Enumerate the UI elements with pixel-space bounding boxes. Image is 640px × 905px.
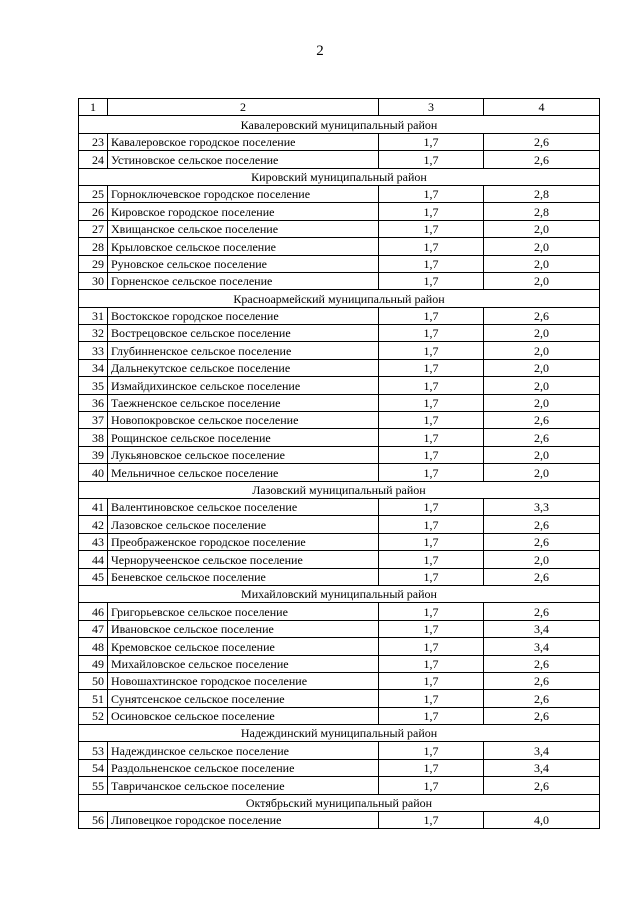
settlement-name-cell: Новопокровское сельское поселение: [108, 412, 379, 429]
district-header-row: [79, 116, 600, 133]
settlement-name-cell: Беневское сельское поселение: [108, 568, 379, 585]
coefficient-col3-cell: 1,7: [379, 446, 484, 463]
coefficient-col4-cell: 3,3: [484, 498, 600, 515]
table-row: [79, 394, 600, 411]
table-row: [79, 620, 600, 637]
coefficient-col4-cell: 2,6: [484, 133, 600, 150]
table-row: [79, 220, 600, 237]
coefficient-col3-cell: 1,7: [379, 690, 484, 707]
table-row: [79, 742, 600, 759]
row-number-cell: 44: [79, 551, 108, 568]
row-number-cell: 33: [79, 342, 108, 359]
district-name: Октябрьский муниципальный район: [79, 794, 600, 811]
settlement-name-cell: Осиновское сельское поселение: [108, 707, 379, 724]
settlement-name-cell: Крыловское сельское поселение: [108, 238, 379, 255]
coefficient-col3-cell: 1,7: [379, 777, 484, 794]
coefficient-col3-cell: 1,7: [379, 655, 484, 672]
coefficient-col3-cell: 1,7: [379, 325, 484, 342]
table-row: [79, 412, 600, 429]
coefficient-col4-cell: 2,6: [484, 707, 600, 724]
settlement-name-cell: Ивановское сельское поселение: [108, 620, 379, 637]
coefficient-col3-cell: 1,7: [379, 342, 484, 359]
table-row: [79, 672, 600, 689]
settlement-name-cell: Сунятсенское сельское поселение: [108, 690, 379, 707]
district-header-row: [79, 481, 600, 498]
row-number-cell: 51: [79, 690, 108, 707]
header-cell-1: 1: [79, 99, 108, 116]
settlement-name-cell: Кавалеровское городское поселение: [108, 133, 379, 150]
row-number-cell: 40: [79, 464, 108, 481]
table-row: [79, 812, 600, 829]
coefficient-col4-cell: 2,6: [484, 690, 600, 707]
row-number-cell: 31: [79, 307, 108, 324]
district-header-row: [79, 168, 600, 185]
coefficient-col4-cell: 2,8: [484, 203, 600, 220]
settlement-name-cell: Михайловское сельское поселение: [108, 655, 379, 672]
coefficient-col3-cell: 1,7: [379, 759, 484, 776]
table-row: [79, 707, 600, 724]
coefficient-col3-cell: 1,7: [379, 377, 484, 394]
coefficient-col4-cell: 3,4: [484, 620, 600, 637]
table-row: [79, 568, 600, 585]
coefficient-col3-cell: 1,7: [379, 255, 484, 272]
row-number-cell: 26: [79, 203, 108, 220]
row-number-cell: 23: [79, 133, 108, 150]
coefficient-col3-cell: 1,7: [379, 533, 484, 550]
settlements-table: [78, 98, 600, 829]
page-number: 2: [316, 43, 324, 59]
coefficient-col3-cell: 1,7: [379, 185, 484, 202]
row-number-cell: 41: [79, 498, 108, 515]
coefficient-col4-cell: 2,0: [484, 377, 600, 394]
header-cell-2: 2: [108, 99, 379, 116]
coefficient-col3-cell: 1,7: [379, 464, 484, 481]
settlement-name-cell: Новошахтинское городское поселение: [108, 672, 379, 689]
coefficient-col4-cell: 2,6: [484, 533, 600, 550]
coefficient-col4-cell: 2,0: [484, 394, 600, 411]
coefficient-col3-cell: 1,7: [379, 516, 484, 533]
coefficient-col4-cell: 2,0: [484, 464, 600, 481]
table-row: [79, 638, 600, 655]
coefficient-col3-cell: 1,7: [379, 203, 484, 220]
coefficient-col3-cell: 1,7: [379, 220, 484, 237]
settlement-name-cell: Глубинненское сельское поселение: [108, 342, 379, 359]
coefficient-col4-cell: 2,6: [484, 307, 600, 324]
row-number-cell: 54: [79, 759, 108, 776]
settlement-name-cell: Вострецовское сельское поселение: [108, 325, 379, 342]
table-row: [79, 272, 600, 289]
row-number-cell: 50: [79, 672, 108, 689]
settlement-name-cell: Григорьевское сельское поселение: [108, 603, 379, 620]
table-row: [79, 551, 600, 568]
settlement-name-cell: Хвищанское сельское поселение: [108, 220, 379, 237]
row-number-cell: 49: [79, 655, 108, 672]
coefficient-col3-cell: 1,7: [379, 133, 484, 150]
district-name: Михайловский муниципальный район: [79, 585, 600, 602]
settlement-name-cell: Устиновское сельское поселение: [108, 151, 379, 168]
settlement-name-cell: Дальнекутское сельское поселение: [108, 359, 379, 376]
settlement-name-cell: Таежненское сельское поселение: [108, 394, 379, 411]
coefficient-col3-cell: 1,7: [379, 568, 484, 585]
table-row: [79, 429, 600, 446]
settlement-name-cell: Липовецкое городское поселение: [108, 812, 379, 829]
table-row: [79, 533, 600, 550]
table-row: [79, 777, 600, 794]
district-header-row: [79, 794, 600, 811]
settlement-name-cell: Измайдихинское сельское поселение: [108, 377, 379, 394]
coefficient-col4-cell: 2,0: [484, 272, 600, 289]
settlement-name-cell: Тавричанское сельское поселение: [108, 777, 379, 794]
table-row: [79, 359, 600, 376]
coefficient-col4-cell: 2,6: [484, 429, 600, 446]
district-name: Кавалеровский муниципальный район: [79, 116, 600, 133]
coefficient-col3-cell: 1,7: [379, 272, 484, 289]
table-header-row: [79, 99, 600, 116]
table-row: [79, 446, 600, 463]
settlement-name-cell: Мельничное сельское поселение: [108, 464, 379, 481]
district-header-row: [79, 290, 600, 307]
coefficient-col4-cell: 2,6: [484, 412, 600, 429]
table-row: [79, 133, 600, 150]
table-row: [79, 255, 600, 272]
coefficient-col3-cell: 1,7: [379, 151, 484, 168]
coefficient-col4-cell: 2,0: [484, 238, 600, 255]
district-name: Надеждинский муниципальный район: [79, 725, 600, 742]
coefficient-col3-cell: 1,7: [379, 498, 484, 515]
table-row: [79, 603, 600, 620]
coefficient-col3-cell: 1,7: [379, 742, 484, 759]
coefficient-col3-cell: 1,7: [379, 551, 484, 568]
coefficient-col4-cell: 2,6: [484, 777, 600, 794]
coefficient-col4-cell: 3,4: [484, 638, 600, 655]
coefficient-col4-cell: 2,0: [484, 342, 600, 359]
settlement-name-cell: Черноручеенское сельское поселение: [108, 551, 379, 568]
coefficient-col3-cell: 1,7: [379, 238, 484, 255]
coefficient-col4-cell: 2,0: [484, 551, 600, 568]
coefficient-col4-cell: 2,6: [484, 655, 600, 672]
settlement-name-cell: Востокское городское поселение: [108, 307, 379, 324]
coefficient-col4-cell: 2,6: [484, 151, 600, 168]
table-row: [79, 759, 600, 776]
coefficient-col4-cell: 3,4: [484, 742, 600, 759]
header-cell-4: 4: [484, 99, 600, 116]
coefficient-col3-cell: 1,7: [379, 394, 484, 411]
row-number-cell: 42: [79, 516, 108, 533]
table-row: [79, 516, 600, 533]
settlement-name-cell: Рощинское сельское поселение: [108, 429, 379, 446]
district-name: Красноармейский муниципальный район: [79, 290, 600, 307]
coefficient-col3-cell: 1,7: [379, 707, 484, 724]
row-number-cell: 55: [79, 777, 108, 794]
coefficient-col4-cell: 2,0: [484, 446, 600, 463]
district-name: Кировский муниципальный район: [79, 168, 600, 185]
settlement-name-cell: Надеждинское сельское поселение: [108, 742, 379, 759]
table-row: [79, 655, 600, 672]
row-number-cell: 24: [79, 151, 108, 168]
row-number-cell: 48: [79, 638, 108, 655]
settlement-name-cell: Кремовское сельское поселение: [108, 638, 379, 655]
settlement-name-cell: Раздольненское сельское поселение: [108, 759, 379, 776]
coefficient-col4-cell: 4,0: [484, 812, 600, 829]
district-name: Лазовский муниципальный район: [79, 481, 600, 498]
coefficient-col4-cell: 2,6: [484, 568, 600, 585]
row-number-cell: 34: [79, 359, 108, 376]
coefficient-col4-cell: 2,0: [484, 325, 600, 342]
row-number-cell: 27: [79, 220, 108, 237]
coefficient-col4-cell: 2,6: [484, 672, 600, 689]
table-body: [79, 99, 600, 829]
coefficient-col4-cell: 2,0: [484, 359, 600, 376]
row-number-cell: 32: [79, 325, 108, 342]
row-number-cell: 25: [79, 185, 108, 202]
row-number-cell: 30: [79, 272, 108, 289]
coefficient-col4-cell: 3,4: [484, 759, 600, 776]
table-row: [79, 377, 600, 394]
settlement-name-cell: Горненское сельское поселение: [108, 272, 379, 289]
table-row: [79, 238, 600, 255]
row-number-cell: 47: [79, 620, 108, 637]
coefficient-col4-cell: 2,8: [484, 185, 600, 202]
table-row: [79, 325, 600, 342]
row-number-cell: 39: [79, 446, 108, 463]
coefficient-col3-cell: 1,7: [379, 307, 484, 324]
settlement-name-cell: Руновское сельское поселение: [108, 255, 379, 272]
coefficient-col3-cell: 1,7: [379, 603, 484, 620]
coefficient-col3-cell: 1,7: [379, 359, 484, 376]
coefficient-col3-cell: 1,7: [379, 429, 484, 446]
table-row: [79, 151, 600, 168]
table-row: [79, 185, 600, 202]
row-number-cell: 35: [79, 377, 108, 394]
coefficient-col3-cell: 1,7: [379, 638, 484, 655]
row-number-cell: 45: [79, 568, 108, 585]
row-number-cell: 53: [79, 742, 108, 759]
row-number-cell: 29: [79, 255, 108, 272]
table-row: [79, 498, 600, 515]
table-row: [79, 342, 600, 359]
settlement-name-cell: Преображенское городское поселение: [108, 533, 379, 550]
district-header-row: [79, 585, 600, 602]
settlement-name-cell: Горноключевское городское поселение: [108, 185, 379, 202]
settlement-name-cell: Валентиновское сельское поселение: [108, 498, 379, 515]
row-number-cell: 56: [79, 812, 108, 829]
coefficient-col3-cell: 1,7: [379, 412, 484, 429]
header-cell-3: 3: [379, 99, 484, 116]
row-number-cell: 38: [79, 429, 108, 446]
table-row: [79, 464, 600, 481]
coefficient-col4-cell: 2,0: [484, 220, 600, 237]
row-number-cell: 36: [79, 394, 108, 411]
coefficient-col4-cell: 2,6: [484, 516, 600, 533]
settlement-name-cell: Лазовское сельское поселение: [108, 516, 379, 533]
row-number-cell: 52: [79, 707, 108, 724]
coefficient-col4-cell: 2,6: [484, 603, 600, 620]
coefficient-col4-cell: 2,0: [484, 255, 600, 272]
coefficient-col3-cell: 1,7: [379, 620, 484, 637]
table-row: [79, 307, 600, 324]
settlement-name-cell: Кировское городское поселение: [108, 203, 379, 220]
district-header-row: [79, 725, 600, 742]
row-number-cell: 37: [79, 412, 108, 429]
coefficient-col3-cell: 1,7: [379, 812, 484, 829]
row-number-cell: 46: [79, 603, 108, 620]
coefficient-col3-cell: 1,7: [379, 672, 484, 689]
settlement-name-cell: Лукьяновское сельское поселение: [108, 446, 379, 463]
row-number-cell: 28: [79, 238, 108, 255]
table-row: [79, 203, 600, 220]
table-row: [79, 690, 600, 707]
row-number-cell: 43: [79, 533, 108, 550]
